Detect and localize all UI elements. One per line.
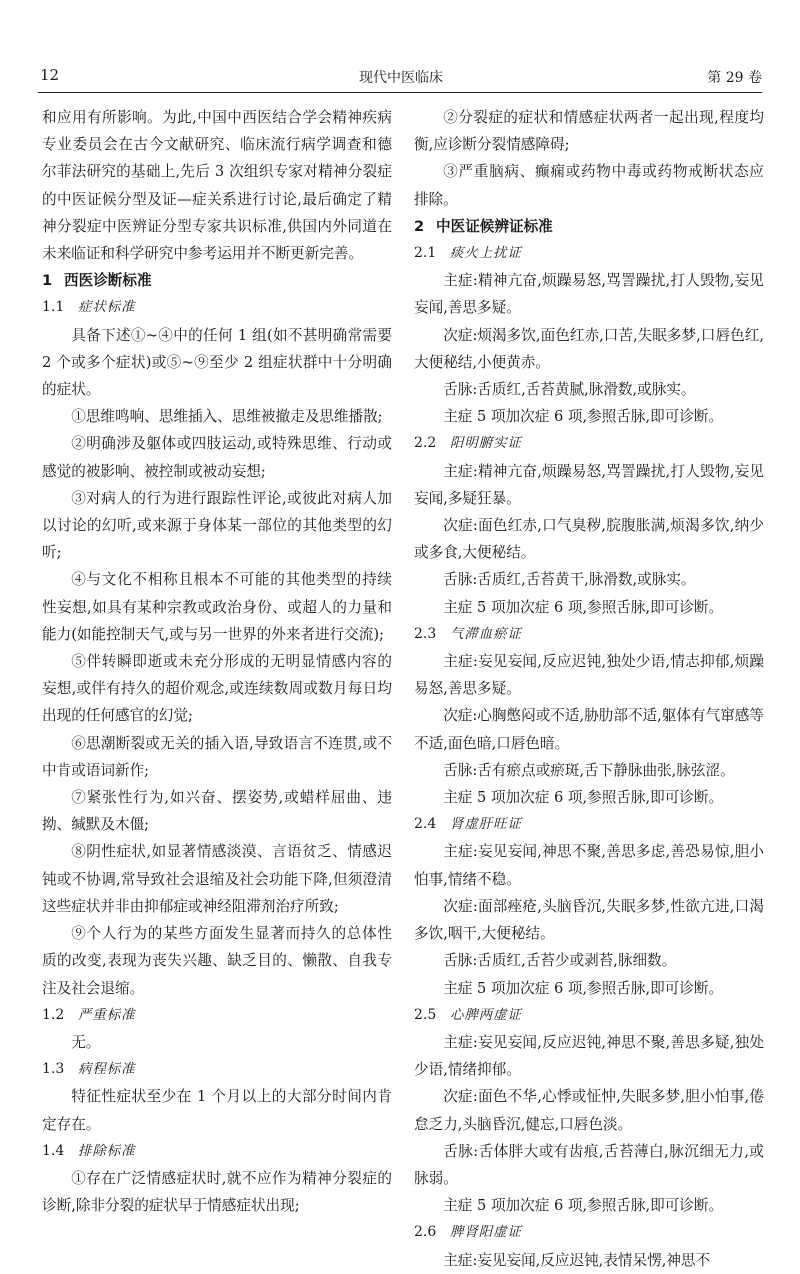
symptom-item: ②明确涉及躯体或四肢运动,或特殊思维、行动或感觉的被影响、被控制或被动妄想;	[42, 435, 392, 480]
diagnosis-rule: 主症 5 项加次症 6 项,参照舌脉,即可诊断。	[443, 979, 724, 997]
paragraph: 具备下述①~④中的任何 1 组(如不甚明确常需要 2 个或多个症状)或⑤~⑨至少 2 组症状群中十分明确的症状。	[42, 326, 392, 399]
tongue-pulse: 舌脉:舌质红,舌苔少或剥苔,脉细数。	[443, 952, 677, 970]
subsection-heading: 2.1 痰火上扰证	[414, 245, 522, 262]
main-symptoms: 主症:精神亢奋,烦躁易怒,骂詈躁扰,打人毁物,妄见妄闻,多疑狂暴。	[414, 462, 764, 507]
intro-paragraph: 和应用有所影响。为此,中国中西医结合学会精神疾病专业委员会在古今文献研究、临床流行病学调查和德尔菲法研究的基础上,先后 3 次组织专家对精神分裂症的中医证候分型及证—症关系进行讨论,最后确定了精神分裂症中医辨证分型专家共识标准,供国内外同道在未来临证和科学研究中参考运用并不断更新完善。	[42, 109, 392, 263]
exclusion-item: ③严重脑病、癫痫或药物中毒或药物戒断状态应排除。	[414, 163, 764, 208]
section-heading: 2 中医证候辨证标准	[414, 217, 553, 235]
diagnosis-rule: 主症 5 项加次症 6 项,参照舌脉,即可诊断。	[443, 789, 724, 807]
secondary-symptoms: 次症:面部痤疮,头脑昏沉,失眠多梦,性欲亢进,口渴多饮,咽干,大便秘结。	[414, 897, 764, 943]
secondary-symptoms: 次症:面色不华,心悸或怔忡,失眠多梦,胆小怕事,倦怠乏力,头脑昏沉,健忘,口唇色淡。	[414, 1088, 764, 1133]
paragraph: ①存在广泛情感症状时,就不应作为精神分裂症的诊断,除非分裂的症状早于情感症状出现;	[42, 1169, 392, 1215]
section-heading: 1 西医诊断标准	[42, 272, 152, 290]
diagnosis-rule: 主症 5 项加次症 6 项,参照舌脉,即可诊断。	[443, 598, 724, 616]
symptom-item: ⑨个人行为的某些方面发生显著而持久的总体性质的改变,表现为丧失兴趣、缺乏目的、懒散、自我专注及社会退缩。	[42, 925, 392, 997]
main-symptoms: 主症:妄见妄闻,反应迟钝,独处少语,情志抑郁,烦躁易怒,善思多疑。	[414, 653, 764, 698]
paragraph: 特征性症状至少在 1 个月以上的大部分时间内肯定存在。	[42, 1088, 392, 1133]
volume-number: 第 29 卷	[707, 70, 762, 86]
main-symptoms: 主症:精神亢奋,烦躁易怒,骂詈躁扰,打人毁物,妄见妄闻,善思多疑。	[414, 272, 764, 317]
page-number: 12	[40, 66, 60, 84]
subsection-heading: 2.5 心脾两虚证	[414, 1006, 522, 1023]
header-rule	[38, 92, 762, 93]
symptom-item: ③对病人的行为进行跟踪性评论,或彼此对病人加以讨论的幻听,或来源于身体某一部位的其他类型的幻听;	[42, 489, 392, 562]
subsection-heading: 2.4 肾虚肝旺证	[414, 816, 522, 833]
tongue-pulse: 舌脉:舌质红,舌苔黄干,脉滑数,或脉实。	[443, 571, 696, 589]
right-column	[414, 104, 764, 1274]
main-symptoms: 主症:妄见妄闻,反应迟钝,表情呆愣,神思不	[443, 1251, 711, 1269]
subsection-heading: 2.2 阳明腑实证	[414, 435, 522, 452]
symptom-item: ⑤伴转瞬即逝或未充分形成的无明显情感内容的妄想,或伴有持久的超价观念,或连续数周或数月每日均出现的任何感官的幻觉;	[42, 653, 392, 725]
tongue-pulse: 舌脉:舌体胖大或有齿痕,舌苔薄白,脉沉细无力,或脉弱。	[414, 1142, 764, 1187]
diagnosis-rule: 主症 5 项加次症 6 项,参照舌脉,即可诊断。	[443, 1197, 724, 1215]
main-symptoms: 主症:妄见妄闻,反应迟钝,神思不聚,善思多疑,独处少语,情绪抑郁。	[414, 1033, 764, 1079]
exclusion-item: ②分裂症的症状和情感症状两者一起出现,程度均衡,应诊断分裂情感障碍;	[414, 109, 764, 154]
secondary-symptoms: 次症:烦渴多饮,面色红赤,口苦,失眠多梦,口唇色红,大便秘结,小便黄赤。	[414, 326, 764, 371]
subsection-heading: 2.6 脾肾阳虚证	[414, 1224, 522, 1241]
symptom-item: ①思维鸣响、思维插入、思维被撤走及思维播散;	[71, 408, 383, 426]
paragraph: 无。	[71, 1033, 101, 1051]
subsection-heading: 1.3 病程标准	[42, 1061, 136, 1078]
running-header	[40, 66, 762, 90]
subsection-heading: 1.4 排除标准	[42, 1142, 136, 1159]
subsection-heading: 1.1 症状标准	[42, 299, 136, 316]
tongue-pulse: 舌脉:舌有瘀点或瘀斑,舌下静脉曲张,脉弦涩。	[443, 761, 735, 779]
symptom-item: ⑥思潮断裂或无关的插入语,导致语言不连贯,或不中肯或语词新作;	[42, 734, 392, 779]
tongue-pulse: 舌脉:舌质红,舌苔黄腻,脉滑数,或脉实。	[443, 381, 696, 399]
main-symptoms: 主症:妄见妄闻,神思不聚,善思多虑,善恐易惊,胆小怕事,情绪不稳。	[414, 843, 764, 888]
journal-title: 现代中医临床	[359, 70, 443, 86]
left-column	[42, 104, 392, 1219]
diagnosis-rule: 主症 5 项加次症 6 项,参照舌脉,即可诊断。	[443, 408, 724, 426]
secondary-symptoms: 次症:心胸憋闷或不适,胁肋部不适,躯体有气窜感等不适,面色暗,口唇色暗。	[414, 707, 764, 752]
secondary-symptoms: 次症:面色红赤,口气臭秽,脘腹胀满,烦渴多饮,纳少或多食,大便秘结。	[414, 517, 764, 562]
symptom-item: ④与文化不相称且根本不可能的其他类型的持续性妄想,如具有某种宗教或政治身份、或超人的力量和能力(如能控制天气,或与另一世界的外来者进行交流);	[42, 571, 392, 643]
subsection-heading: 2.3 气滞血瘀证	[414, 625, 522, 642]
symptom-item: ⑧阴性症状,如显著情感淡漠、言语贫乏、情感迟钝或不协调,常导致社会退缩及社会功能下降,但须澄清这些症状并非由抑郁症或神经阻滞剂治疗所致;	[42, 843, 392, 915]
subsection-heading: 1.2 严重标准	[42, 1006, 136, 1023]
symptom-item: ⑦紧张性行为,如兴奋、摆姿势,或蜡样屈曲、违拗、缄默及木僵;	[42, 789, 392, 834]
